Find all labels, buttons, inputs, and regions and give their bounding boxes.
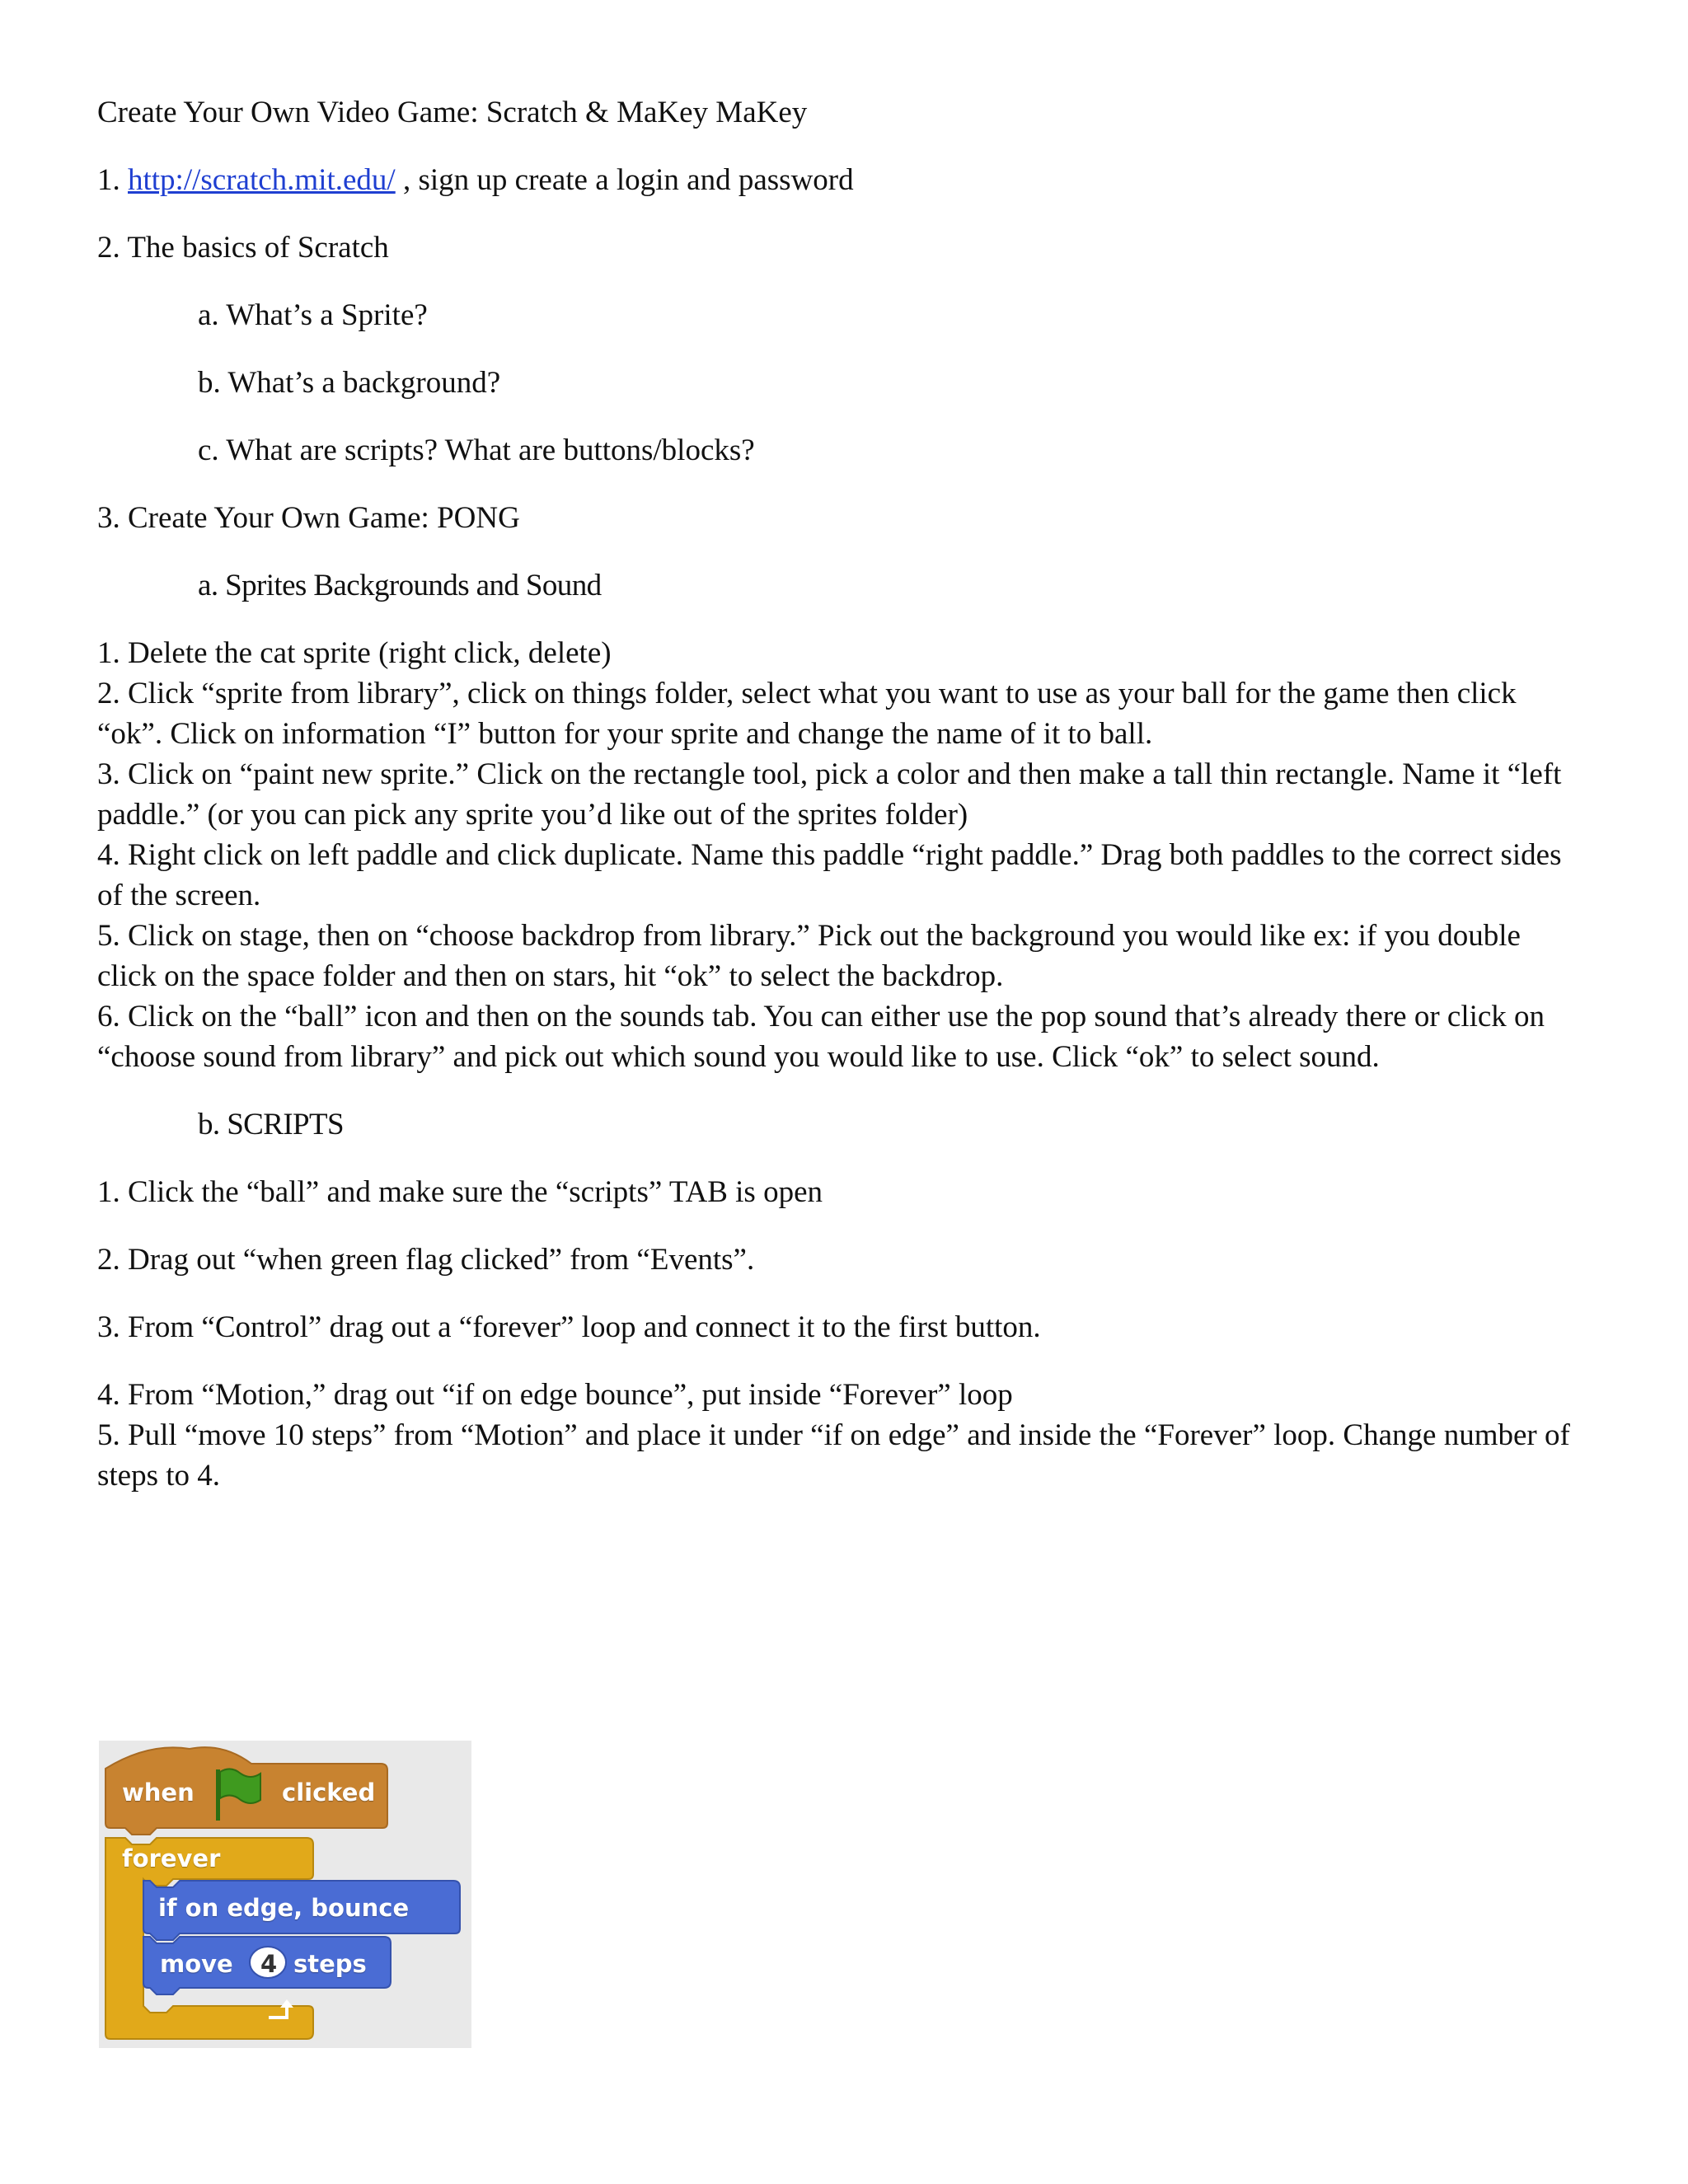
step-1-number: 1.	[97, 163, 128, 197]
bounce-block	[158, 1894, 409, 1922]
forever-block	[122, 1844, 220, 1872]
section-b-item: 1. Click the “ball” and make sure the “scripts” TAB is open	[97, 1175, 823, 1209]
steps-value	[260, 1950, 277, 1978]
section-a-item: 1. Delete the cat sprite (right click, delete)	[97, 636, 612, 670]
hat-block-clicked	[282, 1779, 375, 1807]
section-a-item: 4. Right click on left paddle and click duplicate. Name this paddle “right paddle.” Drag both paddles to the correct sides of the screen.	[97, 838, 1562, 912]
hat-when-label: when	[122, 1779, 195, 1807]
step-2a: a. What’s a Sprite?	[198, 298, 428, 332]
section-a-item: 5. Click on stage, then on “choose backdrop from library.” Pick out the background you would like ex: if you double click on the space folder and then on stars, hit “ok” to select the backdrop.	[97, 919, 1521, 993]
step-3: 3. Create Your Own Game: PONG	[97, 501, 520, 535]
move-block	[160, 1950, 233, 1978]
section-b-item: 4. From “Motion,” drag out “if on edge bounce”, put inside “Forever” loop	[97, 1378, 1013, 1412]
move-label: move	[160, 1950, 233, 1978]
hat-block	[122, 1779, 195, 1807]
steps-value-label: 4	[260, 1950, 278, 1978]
step-2: 2. The basics of Scratch	[97, 231, 389, 265]
step-2b: b. What’s a background?	[198, 366, 501, 400]
scratch-link[interactable]: http://scratch.mit.edu/	[128, 163, 396, 197]
section-b-item: 2. Drag out “when green flag clicked” from “Events”.	[97, 1243, 755, 1277]
section-a-item: 6. Click on the “ball” icon and then on the sounds tab. You can either use the pop sound that’s already there or click on “choose sound from library” and pick out which sound you would like to use. Click “ok” to select sound.	[97, 1000, 1545, 1074]
document-body	[97, 92, 1581, 1496]
section-a-title: a. Sprites Backgrounds and Sound	[198, 569, 602, 602]
section-a-item: 2. Click “sprite from library”, click on things folder, select what you want to use as your ball for the game then click “ok”. Click on information “I” button for your sprite and change the name of it to ball.	[97, 677, 1517, 751]
step-1-text: , sign up create a login and password	[395, 163, 854, 197]
page-title: Create Your Own Video Game: Scratch & MaKey MaKey	[97, 96, 808, 129]
section-b-item: 5. Pull “move 10 steps” from “Motion” and place it under “if on edge” and inside the “Forever” loop. Change number of steps to 4.	[97, 1418, 1570, 1493]
steps-block-label	[293, 1950, 367, 1978]
step-1	[97, 160, 1581, 200]
scratch-blocks-image	[99, 1741, 471, 2048]
steps-label: steps	[293, 1950, 367, 1978]
step-2c: c. What are scripts? What are buttons/blocks?	[198, 434, 755, 467]
section-a-item: 3. Click on “paint new sprite.” Click on the rectangle tool, pick a color and then make a tall thin rectangle. Name it “left paddle.” (or you can pick any sprite you’d like out of the sprites folder)	[97, 757, 1562, 832]
section-b-item: 3. From “Control” drag out a “forever” loop and connect it to the first button.	[97, 1310, 1041, 1344]
section-b-title: b. SCRIPTS	[198, 1108, 345, 1141]
bounce-label: if on edge, bounce	[158, 1894, 410, 1922]
hat-clicked-label: clicked	[282, 1779, 376, 1807]
forever-label: forever	[122, 1844, 221, 1872]
